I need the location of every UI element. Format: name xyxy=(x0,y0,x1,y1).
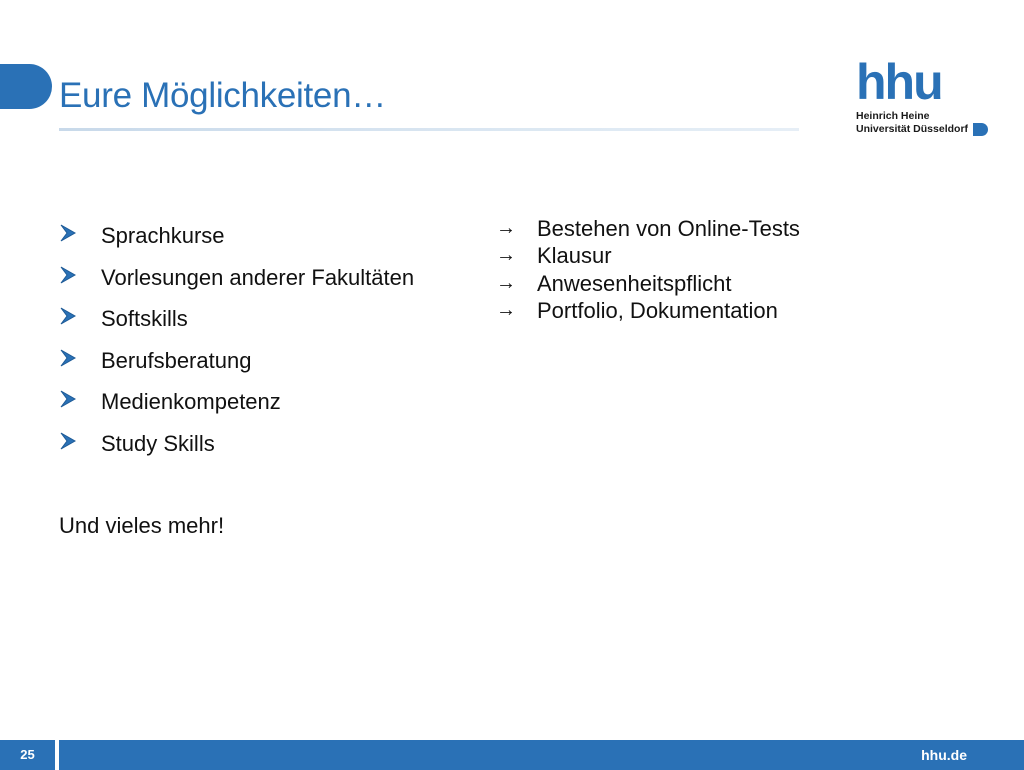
hhu-logo xyxy=(856,54,991,139)
list-item xyxy=(59,388,414,430)
list-item xyxy=(496,215,800,242)
arrowhead-bullet-icon xyxy=(59,223,77,243)
logo-line-1: Heinrich Heine xyxy=(856,110,930,122)
closing-text: Und vieles mehr! xyxy=(59,513,225,538)
list-item-label: Medienkompetenz xyxy=(101,389,281,415)
page-number: 25 xyxy=(0,740,55,770)
footer-site: hhu.de xyxy=(921,747,967,763)
requirements-list xyxy=(496,215,800,324)
list-item-label: Anwesenheitspflicht xyxy=(537,270,732,296)
list-item xyxy=(496,242,800,269)
arrowhead-bullet-icon xyxy=(59,306,77,326)
list-item xyxy=(59,347,414,389)
list-item xyxy=(59,222,414,264)
list-item-label: Portfolio, Dokumentation xyxy=(537,297,778,323)
slide-title: Eure Möglichkeiten… xyxy=(59,76,386,115)
right-arrow-icon: → xyxy=(496,271,516,294)
list-item-label: Softskills xyxy=(101,306,188,332)
list-item-label: Klausur xyxy=(537,243,612,269)
footer-bar xyxy=(59,740,1024,770)
title-underline xyxy=(59,128,799,131)
list-item-label: Vorlesungen anderer Fakultäten xyxy=(101,264,415,290)
footer xyxy=(0,740,1024,770)
logo-mark: hhu xyxy=(856,54,942,110)
list-item-label: Study Skills xyxy=(101,430,215,456)
right-arrow-icon: → xyxy=(496,217,516,239)
list-item xyxy=(59,264,414,306)
title-accent-tab xyxy=(0,64,52,109)
list-item xyxy=(59,305,414,347)
list-item xyxy=(496,270,800,297)
list-item xyxy=(59,430,414,472)
list-item-label: Sprachkurse xyxy=(101,223,225,248)
arrowhead-bullet-icon xyxy=(59,265,77,285)
list-item-label: Bestehen von Online-Tests xyxy=(537,216,800,241)
logo-d-shape xyxy=(973,123,988,136)
right-arrow-icon: → xyxy=(496,298,516,321)
options-list xyxy=(59,222,414,472)
logo-line-2: Universität Düsseldorf xyxy=(856,123,969,135)
list-item-label: Berufsberatung xyxy=(101,347,252,373)
arrowhead-bullet-icon xyxy=(59,431,77,451)
list-item xyxy=(496,297,800,324)
arrowhead-bullet-icon xyxy=(59,389,77,409)
right-arrow-icon: → xyxy=(496,244,516,267)
arrowhead-bullet-icon xyxy=(59,348,77,368)
